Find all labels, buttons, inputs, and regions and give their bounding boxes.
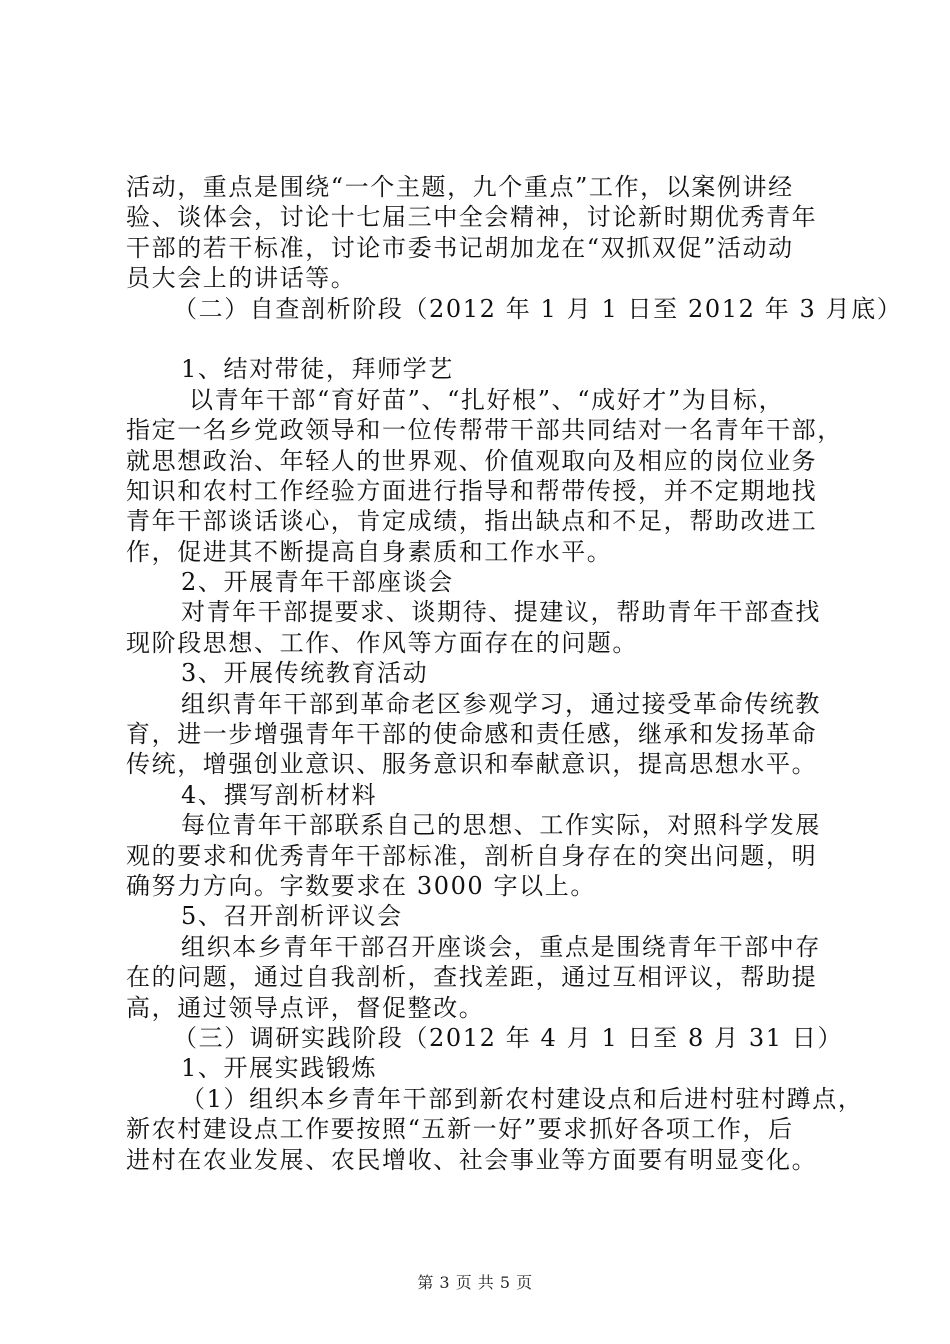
subheading-5: 5、召开剖析评议会	[181, 902, 403, 931]
paragraph-line: 对青年干部提要求、谈期待、提建议，帮助青年干部查找	[181, 598, 821, 627]
section-heading-2: （二）自查剖析阶段（2012 年 1 月 1 日至 2012 年 3 月底）	[173, 294, 903, 323]
paragraph-line: 育，进一步增强青年干部的使命感和责任感，继承和发扬革命	[126, 720, 818, 749]
paragraph-line: 以青年干部“育好苗”、“扎好根”、“成好才”为目标，	[189, 385, 785, 414]
paragraph-line: 每位青年干部联系自己的思想、工作实际，对照科学发展	[181, 811, 821, 840]
section-heading-3: （三）调研实践阶段（2012 年 4 月 1 日至 8 月 31 日）	[173, 1023, 844, 1052]
subheading-3: 3、开展传统教育活动	[181, 659, 429, 688]
paragraph-line: 验、谈体会，讨论十七届三中全会精神，讨论新时期优秀青年	[126, 203, 818, 232]
paragraph-line: 确努力方向。字数要求在 3000 字以上。	[126, 871, 596, 900]
paragraph-line: 青年干部谈话谈心，肯定成绩，指出缺点和不足，帮助改进工	[126, 507, 818, 536]
paragraph-line: 传统，增强创业意识、服务意识和奉献意识，提高思想水平。	[126, 750, 818, 779]
blank-line	[126, 324, 836, 354]
paragraph-line: 观的要求和优秀青年干部标准，剖析自身存在的突出问题，明	[126, 841, 818, 870]
paragraph-line: 指定一名乡党政领导和一位传帮带干部共同结对一名青年干部，	[126, 416, 843, 445]
paragraph-line: 就思想政治、年轻人的世界观、价值观取向及相应的岗位业务	[126, 446, 818, 475]
subheading-practice: 1、开展实践锻炼	[181, 1054, 378, 1083]
paragraph-line: 高，通过领导点评，督促整改。	[126, 993, 485, 1022]
document-body	[126, 172, 903, 1175]
subheading-2: 2、开展青年干部座谈会	[181, 568, 454, 597]
paragraph-line: （1）组织本乡青年干部到新农村建设点和后进村驻村蹲点，	[181, 1084, 864, 1113]
subheading-4: 4、撰写剖析材料	[181, 780, 378, 809]
paragraph-line: 现阶段思想、工作、作风等方面存在的问题。	[126, 628, 638, 657]
paragraph-line: 组织青年干部到革命老区参观学习，通过接受革命传统教	[181, 689, 821, 718]
paragraph-line: 作，促进其不断提高自身素质和工作水平。	[126, 537, 613, 566]
paragraph-line: 员大会上的讲话等。	[126, 264, 357, 293]
paragraph-line: 在的问题，通过自我剖析，查找差距，通过互相评议，帮助提	[126, 963, 818, 992]
paragraph-line: 新农村建设点工作要按照“五新一好”要求抓好各项工作，后	[126, 1115, 794, 1144]
paragraph-line: 知识和农村工作经验方面进行指导和帮带传授，并不定期地找	[126, 476, 818, 505]
paragraph-line: 组织本乡青年干部召开座谈会，重点是围绕青年干部中存	[181, 932, 821, 961]
paragraph-line: 干部的若干标准，讨论市委书记胡加龙在“双抓双促”活动动	[126, 233, 794, 262]
subheading-1: 1、结对带徒，拜师学艺	[181, 355, 454, 384]
paragraph-line: 活动，重点是围绕“一个主题，九个重点”工作，以案例讲经	[126, 173, 794, 201]
page-number-footer: 第 3 页 共 5 页	[417, 1273, 533, 1292]
paragraph-line: 进村在农业发展、农民增收、社会事业等方面要有明显变化。	[126, 1145, 818, 1174]
